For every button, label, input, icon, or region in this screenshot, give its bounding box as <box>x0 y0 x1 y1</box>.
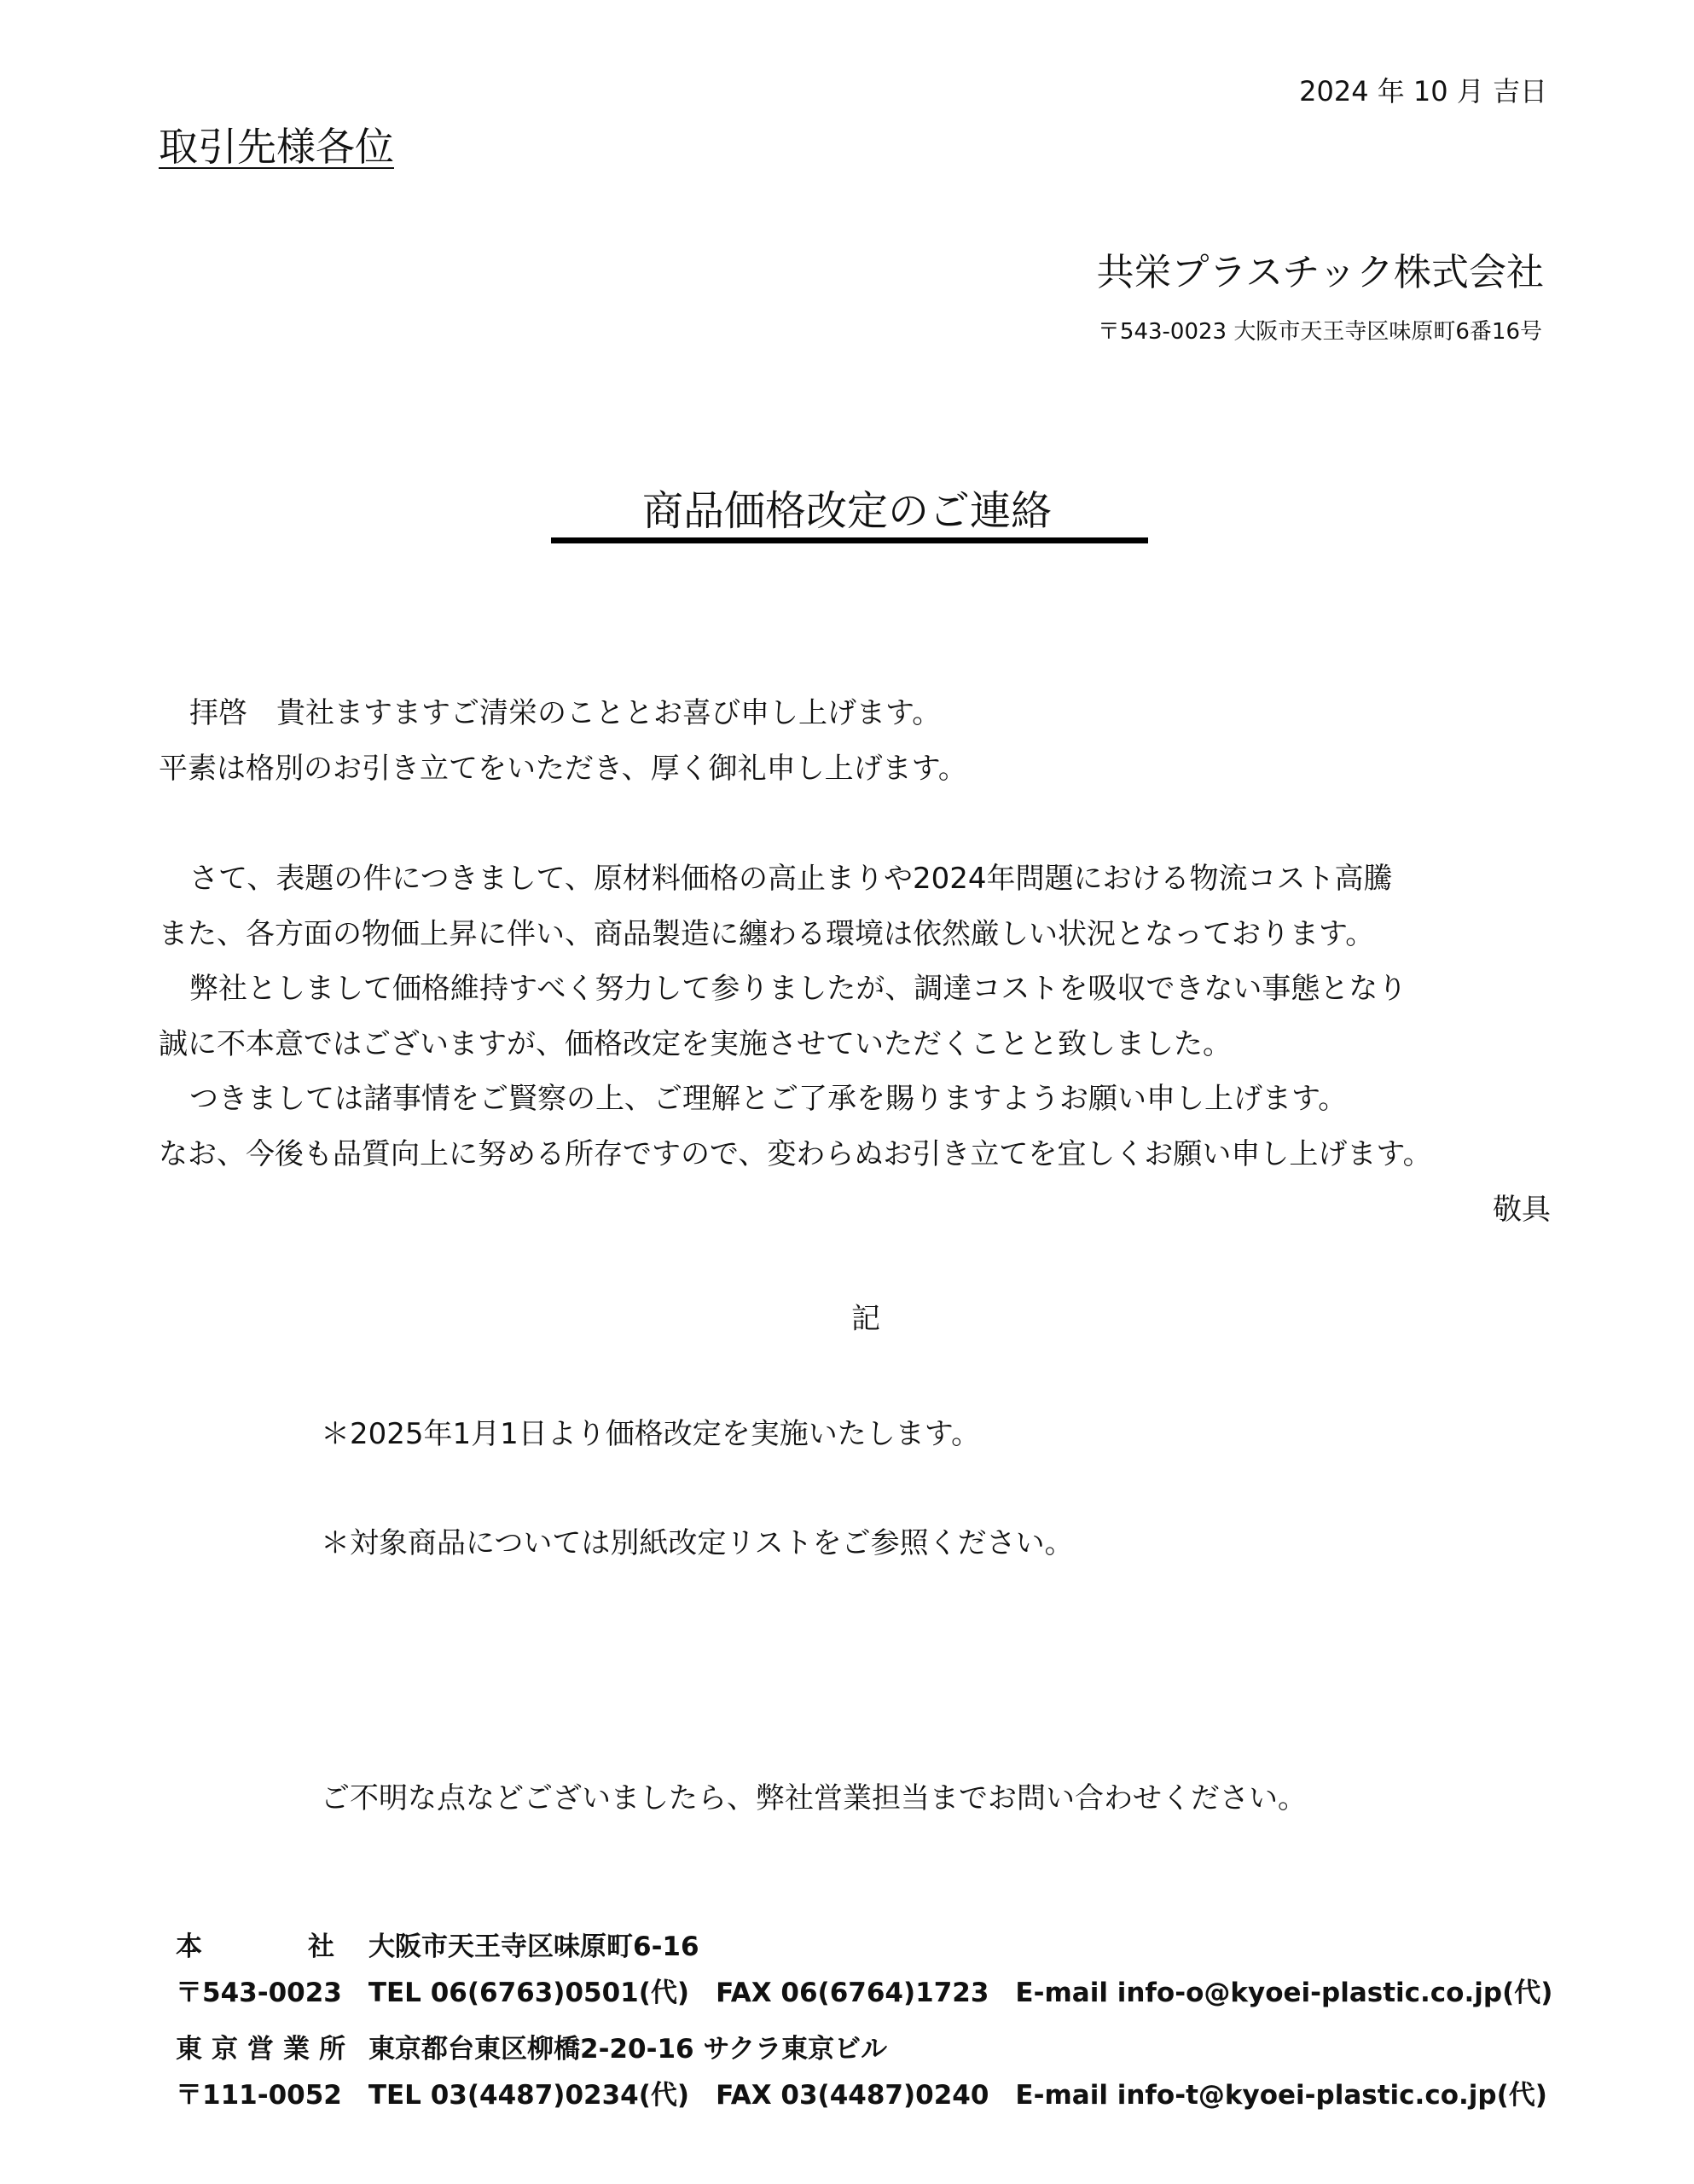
letter-date: 2024 年 10 月 吉日 <box>1299 75 1547 107</box>
sender-company-name: 共栄プラスチック株式会社 <box>1096 251 1544 294</box>
head-office-contact: 〒543-0023 TEL 06(6763)0501(代) FAX 06(6764)1723 E-mail info-o@kyoei-plastic.co.jp(代) <box>176 1978 1553 2008</box>
body-line: つきましては諸事情をご賢察の上、ご理解とご了承を賜りますようお願い申し上げます。 <box>189 1082 1348 1116</box>
body-line: また、各方面の物価上昇に伴い、商品製造に纏わる環境は依然厳しい状況となっております。 <box>159 917 1375 951</box>
detail-item: ＊2025年1月1日より価格改定を実施いたします。 <box>321 1417 981 1451</box>
detail-item: ＊対象商品については別紙改定リストをご参照ください。 <box>321 1526 1074 1560</box>
tokyo-office-address: 東京都台東区柳橋2-20-16 サクラ東京ビル <box>368 2034 888 2065</box>
closing-salutation: 敬具 <box>1493 1193 1551 1227</box>
addressee: 取引先様各位 <box>159 124 394 170</box>
letter-title: 商品価格改定のご連絡 <box>641 487 1052 535</box>
sender-company-address: 〒543-0023 大阪市天王寺区味原町6番16号 <box>1097 319 1542 345</box>
head-office-label: 本 社 <box>176 1931 334 1962</box>
body-line: さて、表題の件につきまして、原材料価格の高止まりや2024年問題における物流コスト高騰 <box>189 862 1393 896</box>
body-line: 誠に不本意ではございますが、価格改定を実施させていただくことと致しました。 <box>159 1027 1232 1061</box>
body-line: なお、今後も品質向上に努める所存ですので、変わらぬお引き立てを宜しくお願い申し上げます。 <box>159 1137 1432 1171</box>
greeting-line: 平素は格別のお引き立てをいただき、厚く御礼申し上げます。 <box>159 752 967 786</box>
details-heading: 記 <box>851 1302 880 1336</box>
greeting-line: 拝啓 貴社ますますご清栄のこととお喜び申し上げます。 <box>189 696 942 730</box>
tokyo-office-label: 東京営業所 <box>176 2034 355 2065</box>
inquiry-note: ご不明な点などございましたら、弊社営業担当までお問い合わせください。 <box>321 1781 1307 1815</box>
head-office-address: 大阪市天王寺区味原町6-16 <box>368 1931 699 1962</box>
title-underline <box>551 537 1148 543</box>
body-line: 弊社としまして価格維持すべく努力して参りましたが、調達コストを吸収できない事態となり <box>189 972 1407 1006</box>
tokyo-office-contact: 〒111-0052 TEL 03(4487)0234(代) FAX 03(4487)0240 E-mail info-t@kyoei-plastic.co.jp(代) <box>176 2080 1547 2111</box>
